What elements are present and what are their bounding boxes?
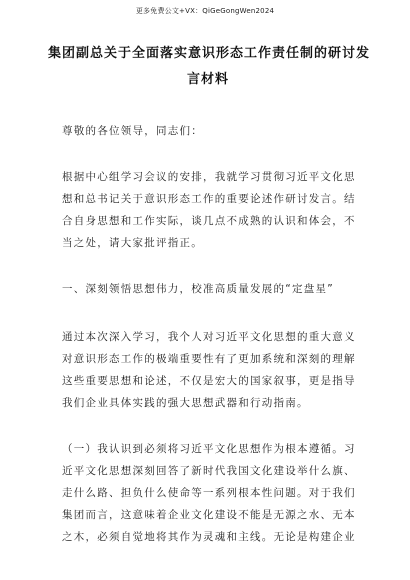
point-1-line-2: 近平文化思想深刻回答了新时代我国文化建设举什么旗、 [62,465,356,477]
point-1-line-1: （一）我认识到必须将习近平文化思想作为根本遵循。习 [62,443,356,455]
section-1-line-1: 通过本次深入学习，我个人对习近平文化思想的重大意义 [62,331,356,343]
section-1-line-4: 我们企业具体实践的强大思想武器和行动指南。 [62,397,309,409]
section-1-heading: 一、深刻领悟思想伟力，校准高质量发展的“定盘星” [62,283,334,295]
intro-line-3: 合自身思想和工作实际，谈几点不成熟的认识和体会，不 [62,215,356,227]
document-title-line-2: 言材料 [186,72,229,87]
header-note: 更多免费公文+VX：QiGeGongWen2024 [135,7,275,15]
section-1-line-3: 这些重要思想和论述，不仅是宏大的国家叙事，更是指导 [62,375,356,387]
document-title-line-1: 集团副总关于全面落实意识形态工作责任制的研讨发 [48,46,371,61]
point-1-line-5: 之木，必须自觉地将其作为灵魂和主线。无论是构建企业 [62,531,356,543]
section-1-line-2: 对意识形态工作的极端重要性有了更加系统和深刻的理解 [62,353,356,365]
intro-line-2: 想和总书记关于意识形态工作的重要论述作研讨发言。结 [62,193,356,205]
salutation: 尊敬的各位领导，同志们： [62,125,203,137]
point-1-line-3: 走什么路、担负什么使命等一系列根本性问题。对于我们 [62,487,356,499]
intro-line-1: 根据中心组学习会议的安排，我就学习贯彻习近平文化思 [62,171,356,183]
intro-line-4: 当之处，请大家批评指正。 [62,237,203,249]
point-1-line-4: 集团而言，这意味着企业文化建设不能是无源之水、无本 [62,509,356,521]
